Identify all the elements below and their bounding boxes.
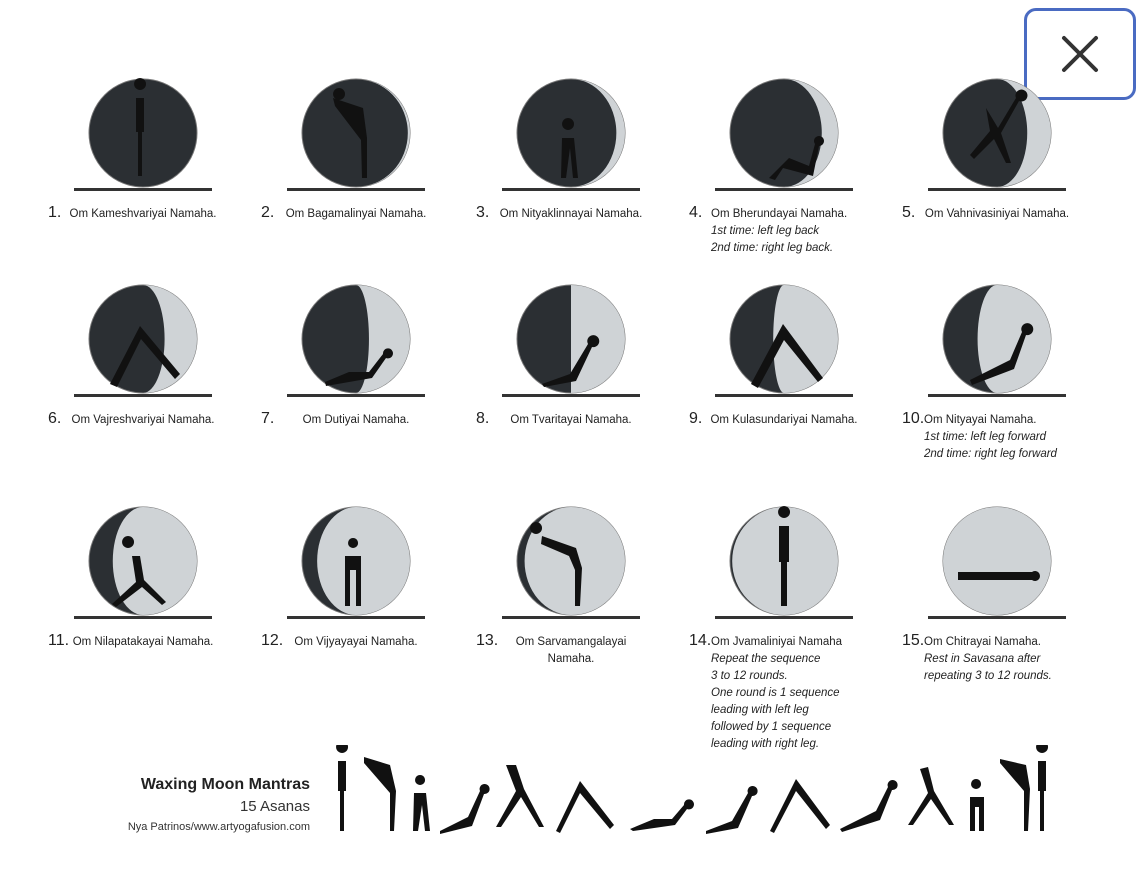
asana-tile <box>476 284 712 484</box>
moon-phase-icon <box>516 284 626 394</box>
asana-note: leading with left leg <box>711 704 809 716</box>
sequence-pose-icon <box>908 767 954 825</box>
mantra-text: Om Bagamalinyai Namaha. <box>285 208 427 220</box>
asana-number: 6. <box>48 410 62 427</box>
asana-note: followed by 1 sequence <box>711 721 832 733</box>
sequence-pose-icon <box>970 779 984 831</box>
asana-caption <box>281 412 431 429</box>
asana-number: 10. <box>902 410 925 427</box>
ground-line <box>715 394 853 397</box>
asana-tile <box>476 78 712 278</box>
pose-silhouette-icon <box>958 571 1040 581</box>
ground-line <box>502 394 640 397</box>
mantra-text: Om Nityayai Namaha. <box>924 414 1037 426</box>
sequence-silhouette-strip <box>330 745 1060 840</box>
ground-line <box>715 616 853 619</box>
sequence-pose-icon <box>630 799 694 831</box>
asana-number: 5. <box>902 204 916 221</box>
sequence-pose-icon <box>770 779 830 833</box>
moon-phase-icon <box>942 506 1052 616</box>
moon-phase-icon <box>301 506 411 616</box>
asana-tile <box>48 284 284 484</box>
asana-note: 3 to 12 rounds. <box>711 670 788 682</box>
moon-phase-icon <box>729 78 839 188</box>
asana-number: 12. <box>261 632 284 649</box>
asana-tile <box>689 284 925 484</box>
sequence-pose-icon <box>840 780 898 832</box>
asana-tile <box>261 78 497 278</box>
sequence-pose-icon <box>336 745 348 831</box>
footer <box>40 776 310 833</box>
asana-tile <box>689 78 925 278</box>
ground-line <box>502 188 640 191</box>
asana-tile <box>48 78 284 278</box>
ground-line <box>287 188 425 191</box>
moon-phase-icon <box>729 284 839 394</box>
mantra-text: Om Vahnivasiniyai Namaha. <box>924 208 1070 220</box>
moon-phase-icon <box>88 506 198 616</box>
asana-tile <box>902 284 1138 484</box>
asana-caption <box>68 206 218 223</box>
mantra-text: Om Nilapatakayai Namaha. <box>72 636 214 648</box>
sequence-pose-icon <box>556 781 614 833</box>
mantra-text: Om Tvaritayai Namaha. <box>510 414 632 426</box>
ground-line <box>287 616 425 619</box>
mantra-text: Om Dutiyai Namaha. <box>302 414 410 426</box>
moon-phase-icon <box>301 284 411 394</box>
asana-caption <box>922 206 1072 223</box>
footer-title: Waxing Moon Mantras <box>140 776 310 793</box>
asana-caption <box>496 206 646 223</box>
mantra-text: Om Chitrayai Namaha. <box>924 636 1041 648</box>
sequence-pose-icon <box>364 757 396 831</box>
footer-subtitle: 15 Asanas <box>239 798 310 815</box>
asana-note: leading with right leg. <box>711 738 820 750</box>
ground-line <box>74 394 212 397</box>
ground-line <box>928 394 1066 397</box>
asana-note: 2nd time: right leg back. <box>711 242 834 254</box>
asana-number: 1. <box>48 204 62 221</box>
moon-phase-icon <box>516 506 626 616</box>
asana-tile <box>261 284 497 484</box>
asana-number: 11. <box>48 632 70 649</box>
moon-phase-icon <box>729 506 839 616</box>
mantra-text: Om Bherundayai Namaha. <box>711 208 848 220</box>
asana-caption <box>711 634 891 753</box>
sequence-pose-icon <box>706 786 758 834</box>
asana-tile <box>476 506 712 706</box>
asana-tile <box>689 506 925 750</box>
sequence-pose-icon <box>1000 759 1030 831</box>
asana-number: 3. <box>476 204 490 221</box>
ground-line <box>715 188 853 191</box>
moon-phase-icon <box>942 78 1052 188</box>
asana-note: 1st time: left leg forward <box>924 431 1047 443</box>
moon-phase-icon <box>88 284 198 394</box>
asana-caption <box>496 634 646 668</box>
ground-line <box>74 616 212 619</box>
mantra-text: Om Vijyayayai Namaha. <box>294 636 418 648</box>
asana-number: 14. <box>689 632 712 649</box>
asana-note: Rest in Savasana after <box>924 653 1041 665</box>
sequence-pose-icon <box>496 765 544 827</box>
asana-note: 1st time: left leg back <box>711 225 820 237</box>
sequence-pose-icon <box>440 784 490 834</box>
asana-caption <box>68 412 218 429</box>
asana-note: 2nd time: right leg forward <box>924 448 1057 460</box>
asana-caption <box>68 634 218 651</box>
ground-line <box>287 394 425 397</box>
asana-note: One round is 1 sequence <box>711 687 840 699</box>
moon-phase-icon <box>301 78 411 188</box>
asana-caption <box>711 206 891 257</box>
asana-note: Repeat the sequence <box>711 653 821 665</box>
asana-number: 13. <box>476 632 499 649</box>
sequence-pose-icon <box>1036 745 1048 831</box>
asana-number: 2. <box>261 204 275 221</box>
asana-tile <box>902 78 1138 278</box>
asana-number: 9. <box>689 410 703 427</box>
asana-caption <box>924 412 1104 463</box>
asana-number: 8. <box>476 410 490 427</box>
mantra-text: Om Kameshvariyai Namaha. <box>69 208 217 220</box>
asana-caption <box>496 412 646 429</box>
asana-tile <box>902 506 1138 706</box>
asana-number: 15. <box>902 632 925 649</box>
ground-line <box>502 616 640 619</box>
asana-caption <box>281 206 431 223</box>
sequence-pose-icon <box>413 775 430 831</box>
mantra-text: Om Nityaklinnayai Namaha. <box>499 208 643 220</box>
asana-number: 4. <box>689 204 703 221</box>
asana-tile <box>261 506 497 706</box>
ground-line <box>928 616 1066 619</box>
asana-note: repeating 3 to 12 rounds. <box>924 670 1052 682</box>
moon-phase-icon <box>516 78 626 188</box>
mantra-text: Om Jvamaliniyai Namaha <box>711 636 843 648</box>
mantra-text: Om Vajreshvariyai Namaha. <box>71 414 215 426</box>
mantra-text: Om Sarvamangalayai Namaha. <box>515 636 627 665</box>
moon-phase-icon <box>942 284 1052 394</box>
asana-tile <box>48 506 284 706</box>
asana-caption <box>281 634 431 651</box>
ground-line <box>74 188 212 191</box>
moon-phase-icon <box>88 78 198 188</box>
asana-caption <box>924 634 1104 685</box>
ground-line <box>928 188 1066 191</box>
mantra-text: Om Kulasundariyai Namaha. <box>710 414 858 426</box>
asana-caption <box>709 412 859 429</box>
asana-number: 7. <box>261 410 275 427</box>
footer-credit: Nya Patrinos/www.artyogafusion.com <box>127 821 310 833</box>
